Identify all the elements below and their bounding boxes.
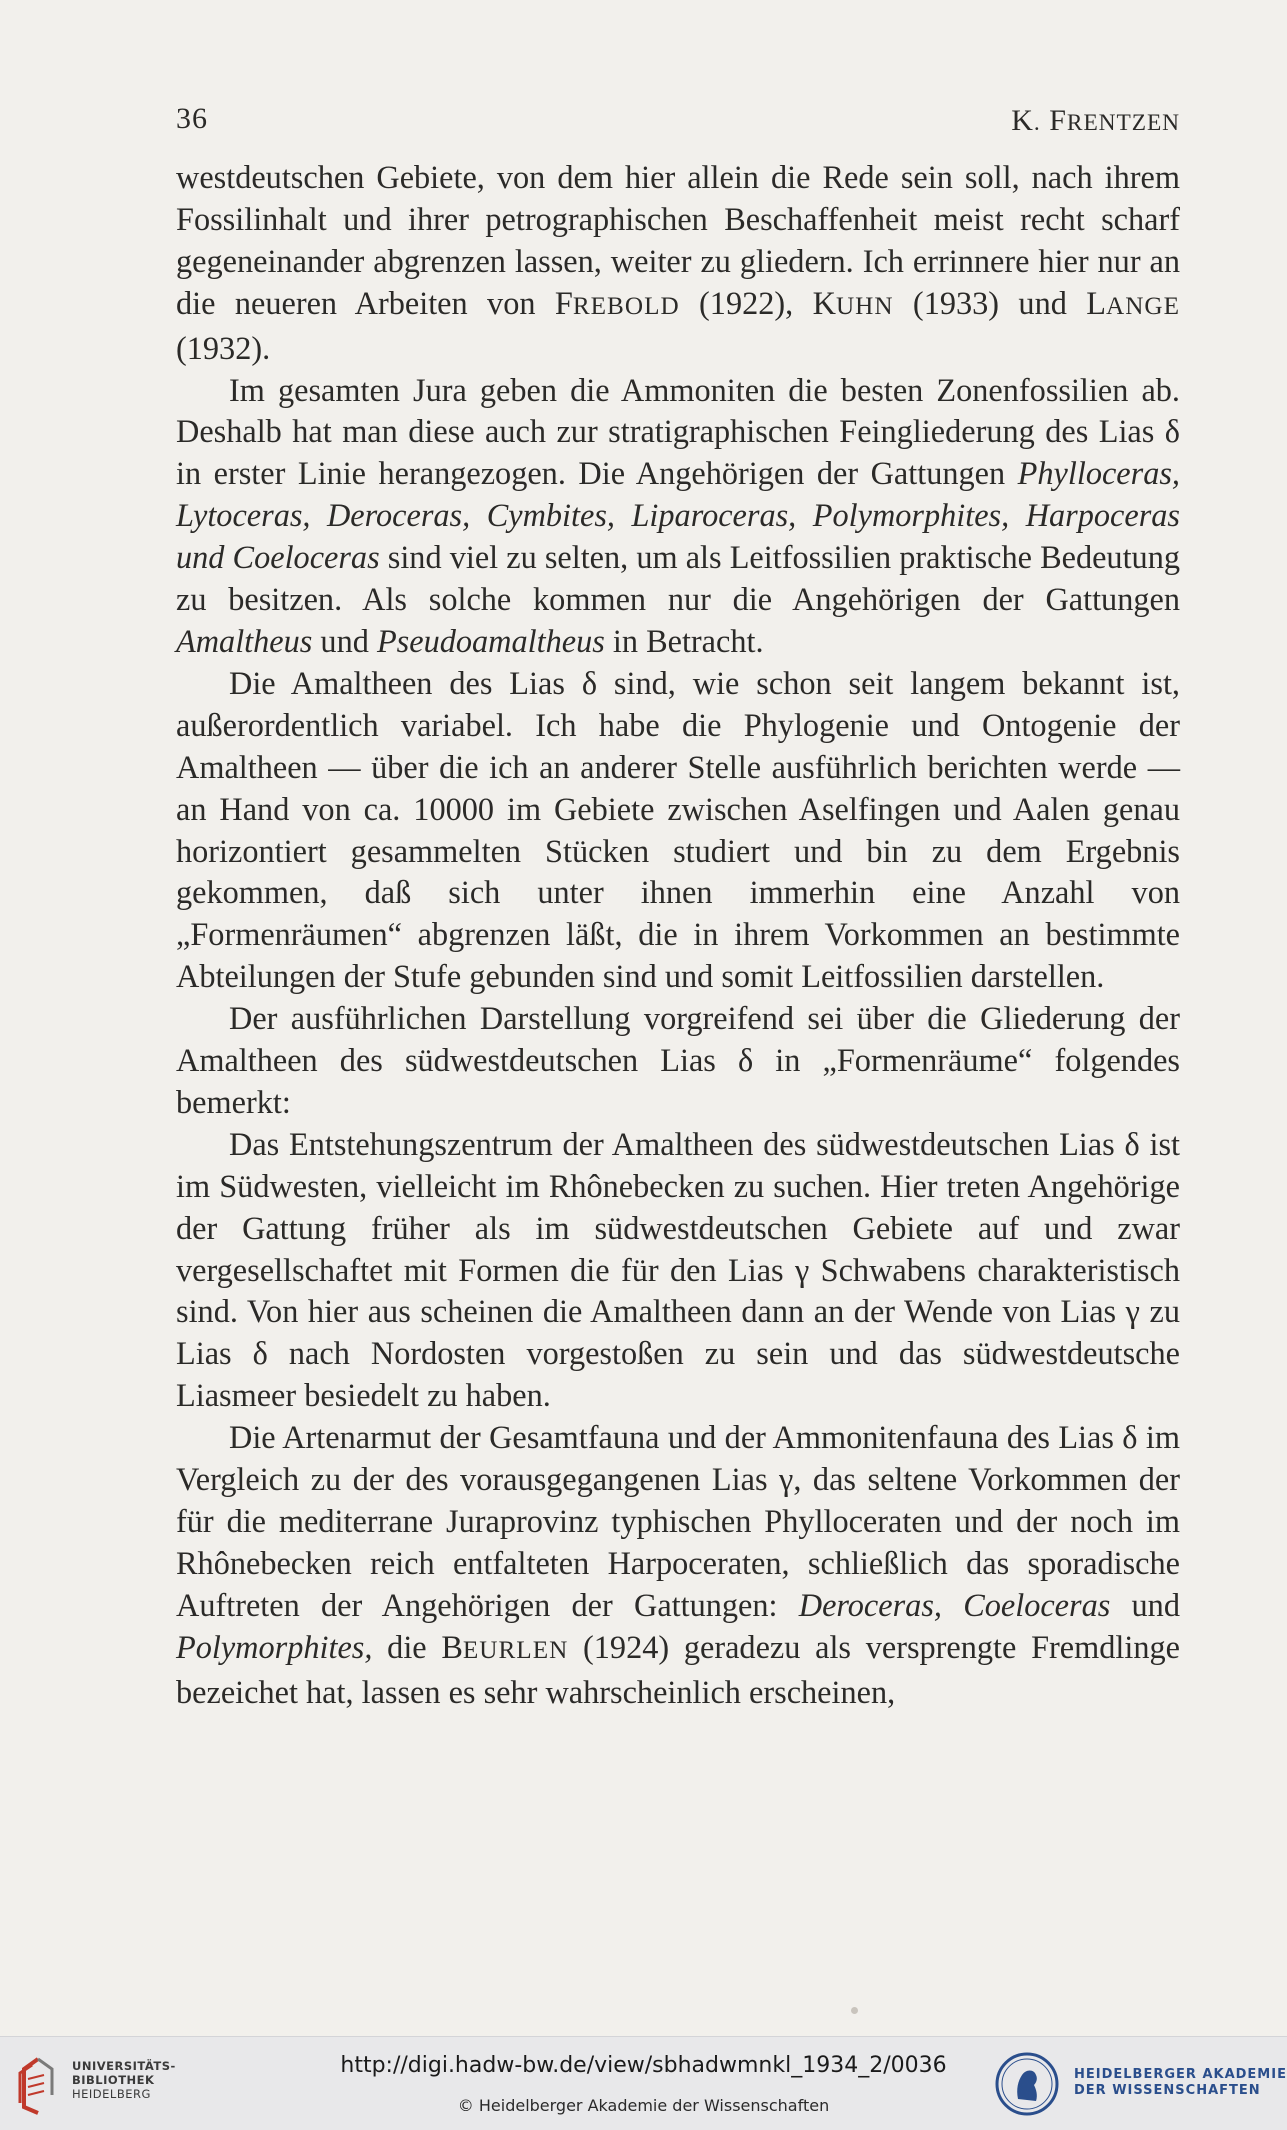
author-name: KUHN <box>812 284 894 321</box>
footer-bar <box>0 2036 1287 2130</box>
text-run: (1932). <box>176 329 271 366</box>
paragraph <box>176 663 1180 998</box>
running-head-author <box>1011 104 1180 138</box>
text-run: (1922), <box>679 284 813 321</box>
text-run: westdeutschen Gebiete, von dem hier allein die Rede sein soll, nach ihrem Fossilinhalt und ihrer petrographischen Beschaffenheit meist recht scharf gegeneinander abgrenzen lassen, weiter zu gliedern. Ich errinnere hier nur an die neueren Arbeiten von <box>176 159 1180 321</box>
paragraph <box>176 370 1180 663</box>
text-run: in Betracht. <box>604 622 764 659</box>
text-run: und <box>1110 1586 1180 1623</box>
text-run: sind viel zu selten, um als Leitfossilien praktische Bedeutung zu besitzen. Als solche kommen nur die Angehörigen der Gattungen <box>176 539 1180 618</box>
paper-speck <box>851 2007 858 2014</box>
italic-taxon: Amaltheus <box>176 622 313 659</box>
running-head-word: K. <box>1011 104 1041 137</box>
italic-taxon: Pseudoamaltheus <box>376 622 605 659</box>
page-header <box>176 98 1180 142</box>
text-run: Die Amaltheen des Lias δ sind, wie schon seit langem bekannt ist, außerordentlich variabel. Ich habe die Phylogenie und Ontogenie der Amaltheen — über die ich an anderer Stelle ausführlich berichten werde — an Hand von ca. 10000 im Gebiete zwischen Aselfingen und Aalen genau horizontiert gesammelten Stücken studiert und bin zu dem Ergebnis gekommen, daß sich unter ihnen immerhin eine Anzahl von „Formenräumen“ abgrenzen läßt, die in ihrem Vorkommen an bestimmte Abteilungen der Stufe gebunden sind und somit Leitfossilien darstellen. <box>176 664 1180 995</box>
text-run: (1933) und <box>893 284 1087 321</box>
text-run: Im gesamten Jura geben die Ammoniten die besten Zonenfossilien ab. Deshalb hat man diese auch zur stratigraphischen Feingliederung des Lias δ in erster Linie herangezogen. Die Angehörigen der Gattungen <box>176 371 1180 492</box>
copyright-notice: © Heidelberger Akademie der Wissenschaften <box>457 2096 830 2115</box>
academy-seal-icon <box>994 2051 1060 2117</box>
text-run: Die Artenarmut der Gesamtfauna und der Ammonitenfauna des Lias δ im Vergleich zu der des vorausgegangenen Lias γ, das seltene Vorkommen der für die mediterrane Juraprovinz typhischen Phylloceraten und der noch im Rhônebecken reich entfalteten Harpoceraten, schließlich das sporadische Auftreten der Angehörigen der Gattungen: <box>176 1419 1180 1623</box>
paragraph <box>176 1124 1180 1417</box>
body-text <box>176 157 1180 1714</box>
running-head-word: FRENTZEN <box>1049 104 1180 137</box>
library-line-1: UNIVERSITÄTS- <box>72 2059 176 2073</box>
paragraph <box>176 157 1180 370</box>
library-line-3: HEIDELBERG <box>72 2087 151 2101</box>
text-run: Der ausführlichen Darstellung vorgreifend sei über die Gliederung der Amaltheen des südwestdeutschen Lias δ in „Formenräume“ folgendes bemerkt: <box>176 1000 1180 1120</box>
paragraph <box>176 1417 1180 1713</box>
page-number: 36 <box>176 102 208 135</box>
text-run: (1924) geradezu als versprengte Fremdlinge bezeichet hat, lassen es sehr wahrscheinlich erscheinen, <box>176 1628 1180 1710</box>
library-line-2: BIBLIOTHEK <box>72 2073 155 2087</box>
author-name: BEURLEN <box>441 1628 569 1665</box>
italic-taxon: Phylloceras, Lytoceras, Deroceras, Cymbites, Liparoceras, Polymorphites, Harpoceras und Coeloceras <box>176 455 1180 576</box>
text-run: Das Entstehungszentrum der Amaltheen des südwestdeutschen Lias δ ist im Südwesten, vielleicht im Rhônebecken zu suchen. Hier treten Angehörige der Gattung früher als im südwestdeutschen Gebiete auf und zwar vergesellschaftet mit Formen die für den Lias γ Schwabens charakteristisch sind. Von hier aus scheinen die Amaltheen dann an der Wende von Lias γ zu Lias δ nach Nordosten vorgestoßen zu sein und das südwestdeutsche Liasmeer besiedelt zu haben. <box>176 1125 1180 1414</box>
italic-taxon: Deroceras, Coeloceras <box>798 1586 1111 1623</box>
italic-taxon: Polymorphites, <box>176 1628 373 1665</box>
author-name: LANGE <box>1086 284 1181 321</box>
academy-line-1: HEIDELBERGER AKADEMIE <box>1074 2067 1287 2082</box>
text-run: und <box>312 622 377 659</box>
digital-copy-url[interactable]: http://digi.hadw-bw.de/view/sbhadwmnkl_1934_2/0036 <box>340 2053 947 2078</box>
author-name: FREBOLD <box>554 284 680 321</box>
paragraph <box>176 998 1180 1124</box>
academy-name <box>1074 2067 1287 2099</box>
academy-line-2: DER WISSENSCHAFTEN <box>1074 2083 1261 2098</box>
text-run: die <box>372 1628 442 1665</box>
